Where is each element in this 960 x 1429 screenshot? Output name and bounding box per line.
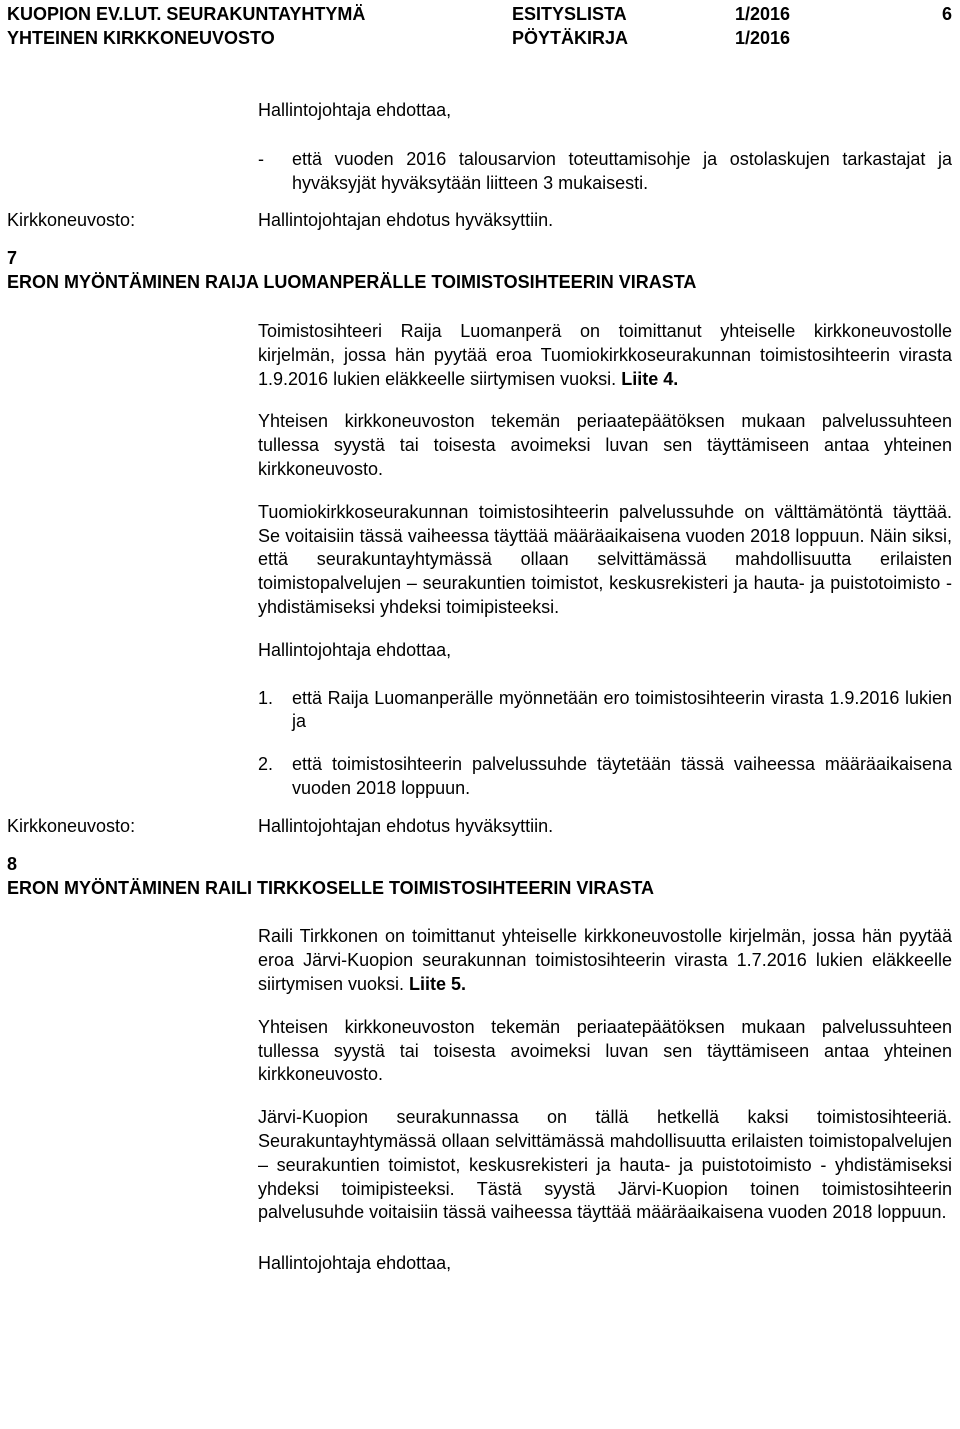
proposal-item [0,753,960,801]
decision-row [0,815,960,839]
decision-text: Hallintojohtajan ehdotus hyväksyttiin. [258,210,554,231]
item-number: 2. [258,754,274,775]
header-organization: KUOPION EV.LUT. SEURAKUNTAYHTYMÄ [7,4,366,24]
header-row-1 [0,3,960,26]
paragraph [0,320,960,391]
section-number: 7 [7,248,18,269]
proposal-item-text: että vuoden 2016 talousarvion toteuttamisohje ja ostolaskujen tarkastajat ja hyväksyjät hyväksytään liitteen 3 mukaisesti. [292,148,952,193]
header-number-2: 1/2016 [735,28,791,48]
section-title: ERON MYÖNTÄMINEN RAILI TIRKKOSELLE TOIMISTOSIHTEERIN VIRASTA [7,877,655,898]
paragraph: Yhteisen kirkkoneuvoston tekemän periaatepäätöksen mukaan palvelussuhteen tullessa syystä tai toisesta avoimeksi luvan sen täyttämiseen antaa yhteinen kirkkoneuvosto. [258,411,952,479]
dash-marker: - [258,148,264,169]
proposal-label: Hallintojohtaja ehdottaa, [258,100,452,120]
document-header [0,0,960,60]
proposal-item-text: että Raija Luomanperälle myönnetään ero toimistosihteerin virasta 1.9.2016 lukien ja [292,687,952,732]
header-doc-type-minutes: PÖYTÄKIRJA [512,28,629,48]
section-number: 8 [7,853,18,874]
attachment-reference: Liite 4. [621,368,679,389]
section-title: ERON MYÖNTÄMINEN RAIJA LUOMANPERÄLLE TOIMISTOSIHTEERIN VIRASTA [7,272,697,293]
paragraph-text: Toimistosihteeri Raija Luomanperä on toimittanut yhteiselle kirkkoneuvostolle kirjelmän, jossa hän pyytää eroa Tuomiokirkkoseurakunnan toimistosihteerin virasta 1.9.2016 lukien eläkkeelle siirtymisen vuoksi. [258,320,952,389]
header-number-1: 1/2016 [735,4,791,24]
page-number: 6 [941,4,952,24]
paragraph [0,925,960,996]
decision-text: Hallintojohtajan ehdotus hyväksyttiin. [258,815,554,836]
document-body [0,99,960,1276]
header-doc-type-agenda: ESITYSLISTA [512,4,627,24]
proposal-label: Hallintojohtaja ehdottaa, [258,639,452,660]
proposal-item [0,148,960,196]
attachment-reference: Liite 5. [409,973,467,994]
decision-row [0,209,960,233]
proposal-label: Hallintojohtaja ehdottaa, [258,1253,452,1274]
paragraph: Tuomiokirkkoseurakunnan toimistosihteerin palvelussuhde on välttämätöntä täyttää. Se voitaisiin tässä vaiheessa täyttää määräaikaisena vuoden 2018 loppuun. Näin siksi, että seurakuntayhtymässä ollaan selvittämässä mahdollisuutta erilaisten toimistopalvelujen – seurakuntien toimistot, keskusrekisteri ja hauta- ja puistotoimisto - yhdistämiseksi yhdeksi toimipisteeksi. [258,501,952,617]
proposal-item-text: että toimistosihteerin palvelussuhde täytetään tässä vaiheessa määräaikaisena vuoden 2018 loppuun. [292,754,952,798]
paragraph-text: Raili Tirkkonen on toimittanut yhteiselle kirkkoneuvostolle kirjelmän, jossa hän pyytää eroa Järvi-Kuopion seurakunnan toimistosihteerin virasta 1.7.2016 lukien eläkkeelle siirtymisen vuoksi. [258,926,952,994]
paragraph: Järvi-Kuopion seurakunnassa on tällä hetkellä kaksi toimistosihteeriä. Seurakuntayhtymässä ollaan selvittämässä mahdollisuutta erilaisten toimistopalvelujen – seurakuntien toimistot, keskusrekisteri ja hauta- ja puistotoimisto - yhdistämiseksi yhdeksi toimipisteeksi. Tästä syystä Järvi-Kuopion toinen toimistosihteerin palvelusuhde voitaisiin tässä vaiheessa täyttää määräaikaisena vuoden 2018 loppuun. [258,1107,952,1223]
header-row-2 [0,27,960,50]
header-board-name: YHTEINEN KIRKKONEUVOSTO [7,28,275,48]
paragraph: Yhteisen kirkkoneuvoston tekemän periaatepäätöksen mukaan palvelussuhteen tullessa syystä tai toisesta avoimeksi luvan sen täyttämiseen antaa yhteinen kirkkoneuvosto. [258,1016,952,1085]
decision-label: Kirkkoneuvosto: [7,815,136,836]
decision-label: Kirkkoneuvosto: [7,210,136,231]
item-number: 1. [258,687,274,708]
proposal-item [0,687,960,735]
